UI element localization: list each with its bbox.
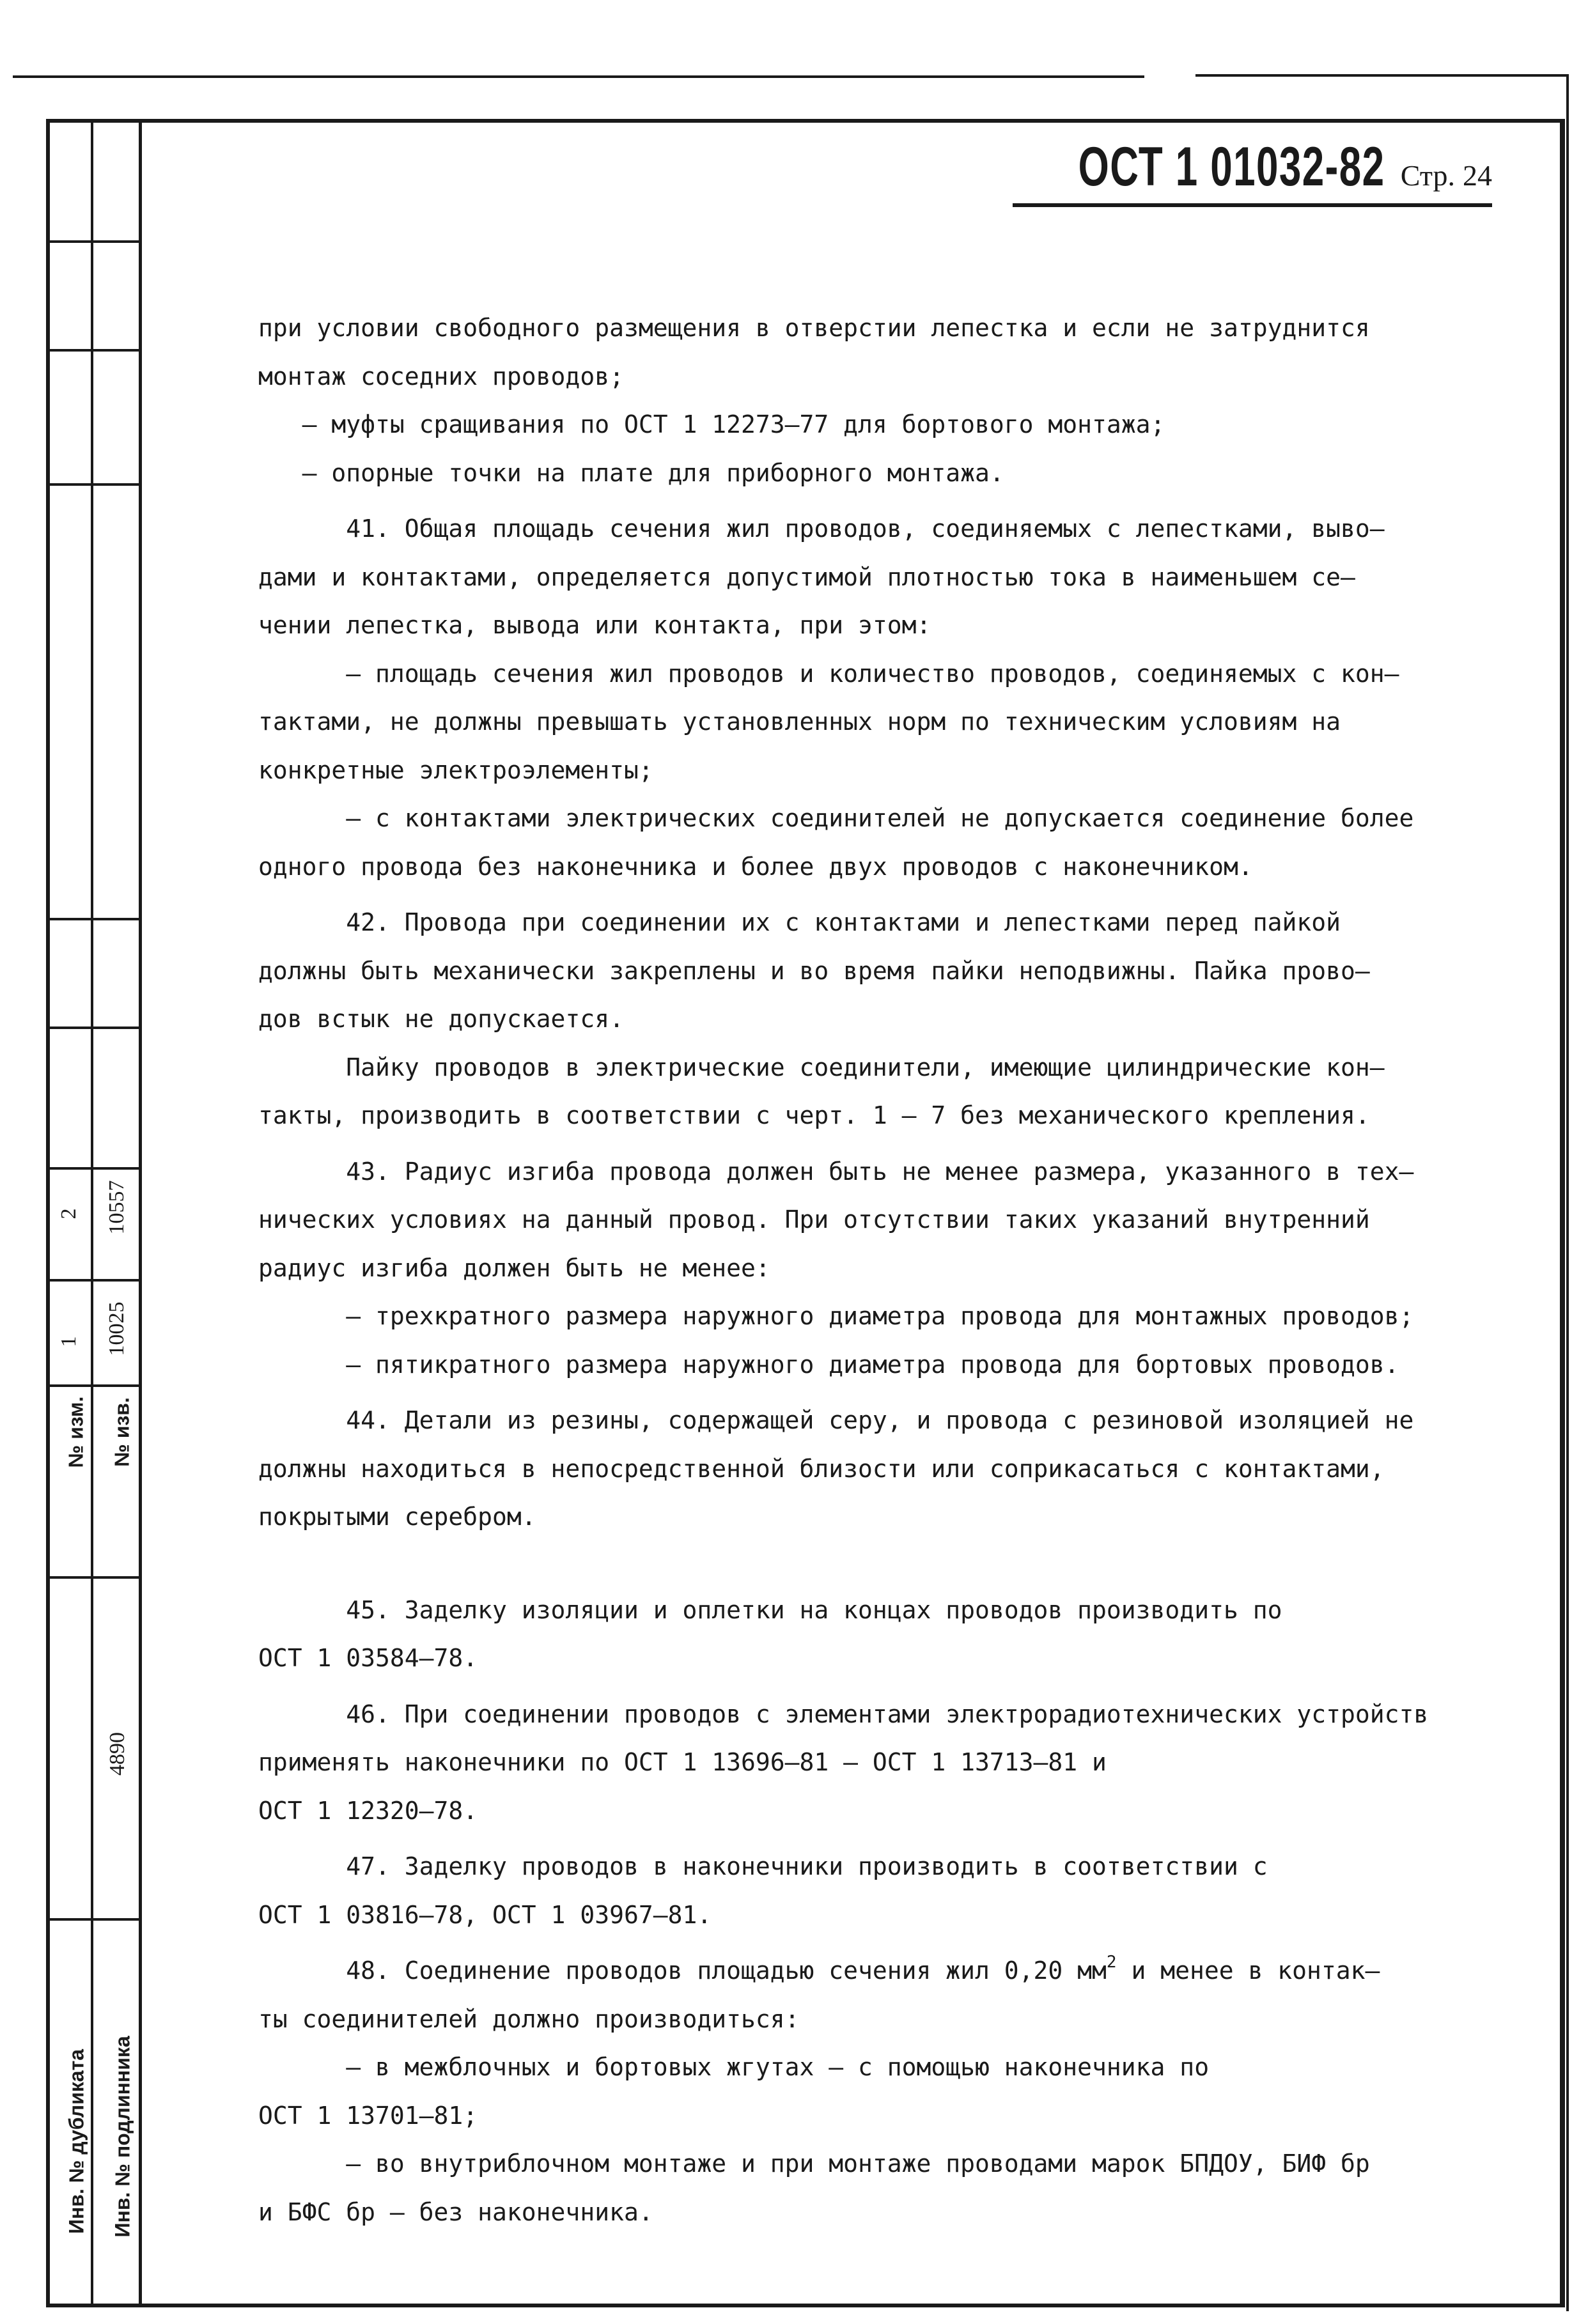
document-body (258, 304, 1447, 2236)
stamp-line (46, 349, 139, 352)
izv-value-1: 10025 (105, 1301, 128, 1356)
page-header (959, 136, 1492, 199)
stamp-divider (91, 119, 93, 2307)
text-line: ОСТ 1 03584–78. (258, 1644, 478, 1672)
inv-dublikata-label: Инв. № дубликата (65, 2049, 88, 2235)
text-line: 45. Заделку изоляции и оплетки на концах проводов производить по (258, 1595, 1282, 1624)
stamp-line (46, 240, 139, 243)
text-line: 46. При соединении проводов с элементами электрорадиотехнических устройств (258, 1700, 1429, 1728)
stamp-line (46, 1026, 139, 1029)
text-line-48-tail: и менее в контак– (1116, 1956, 1380, 1985)
text-line: – во внутриблочном монтаже и при монтаже проводами марок БПДОУ, БИФ бр (258, 2150, 1370, 2178)
text-line: – опорные точки на плате для приборного монтажа. (258, 458, 1004, 487)
text-line: 42. Провода при соединении их с контактами и лепестками перед пайкой (258, 908, 1341, 936)
superscript-2: 2 (1106, 1953, 1117, 1972)
text-line: монтаж соседних проводов; (258, 362, 624, 391)
text-line: 41. Общая площадь сечения жил проводов, соединяемых с лепестками, выво– (258, 515, 1385, 543)
inv-podlinnika-value: 4890 (105, 1732, 129, 1776)
text-line: тактами, не должны превышать установленных норм по техническим условиям на (258, 708, 1341, 736)
stamp-line (46, 483, 139, 486)
text-line: – муфты сращивания по ОСТ 1 12273–77 для бортового монтажа; (258, 410, 1165, 438)
text-line: одного провода без наконечника и более двух проводов с наконечником. (258, 852, 1253, 881)
text-line: – площадь сечения жил проводов и количество проводов, соединяемых с кон– (258, 659, 1399, 688)
izv-value-2: 10557 (105, 1180, 128, 1235)
text-line: нических условиях на данный провод. При отсутствии таких указаний внутренний (258, 1205, 1370, 1234)
text-line: 43. Радиус изгиба провода должен быть не менее размера, указанного в тех– (258, 1157, 1414, 1186)
text-line-48-head: 48. Соединение проводов площадью сечения жил 0,20 мм (258, 1956, 1107, 1985)
text-line: ОСТ 1 13701–81; (258, 2101, 478, 2130)
header-underline (1013, 203, 1492, 207)
text-line: – пятикратного размера наружного диаметра провода для бортовых проводов. (258, 1350, 1399, 1379)
text-line: применять наконечники по ОСТ 1 13696–81 – ОСТ 1 13713–81 и (258, 1748, 1107, 1776)
text-line: – в межблочных и бортовых жгутах – с помощью наконечника по (258, 2053, 1210, 2081)
text-line: конкретные электроэлементы; (258, 755, 653, 784)
stamp-line (46, 918, 139, 920)
text-line: чении лепестка, вывода или контакта, при этом: (258, 611, 931, 639)
text-line: должны находиться в непосредственной близости или соприкасаться с контактами, (258, 1454, 1385, 1483)
text-line: ты соединителей должно производиться: (258, 2004, 800, 2033)
right-edge-line (1566, 74, 1569, 2311)
text-line: и БФС бр – без наконечника. (258, 2197, 653, 2226)
text-line-48 (258, 1947, 1447, 1995)
text-line: ОСТ 1 03816–78, ОСТ 1 03967–81. (258, 1900, 712, 1929)
text-line: такты, производить в соответствии с черт. 1 – 7 без механического крепления. (258, 1101, 1370, 1129)
text-line: ОСТ 1 12320–78. (258, 1796, 478, 1825)
text-line: – трехкратного размера наружного диаметра провода для монтажных проводов; (258, 1302, 1414, 1330)
text-line: должны быть механически закреплены и во время пайки неподвижны. Пайка прово– (258, 956, 1370, 985)
text-line: дов встык не допускается. (258, 1005, 624, 1033)
page-label: Стр. (1400, 159, 1455, 192)
text-line: 44. Детали из резины, содержащей серу, и провода с резиновой изоляцией не (258, 1406, 1414, 1434)
izv-label: № изв. (110, 1397, 134, 1467)
text-line: радиус изгиба должен быть не менее: (258, 1253, 770, 1282)
top-edge-line (13, 75, 1144, 78)
text-line: при условии свободного размещения в отверстии лепестка и если не затруднится (258, 314, 1370, 342)
izm-label: № изм. (64, 1396, 88, 1468)
text-line: – с контактами электрических соединителей не допускается соединение более (258, 804, 1414, 832)
text-line: Пайку проводов в электрические соединители, имеющие цилиндрические кон– (258, 1053, 1385, 1081)
text-line: 47. Заделку проводов в наконечники производить в соответствии с (258, 1852, 1268, 1880)
text-line: дами и контактами, определяется допустимой плотностью тока в наименьшем се– (258, 562, 1355, 591)
izm-value-1: 1 (57, 1336, 81, 1347)
top-edge-line-right (1195, 74, 1566, 77)
stamp-line (46, 1576, 139, 1579)
inv-podlinnika-label: Инв. № подлинника (111, 2036, 134, 2238)
stamp-line (46, 1918, 139, 1921)
page-number: 24 (1463, 159, 1492, 192)
izm-value-2: 2 (57, 1208, 81, 1220)
doc-code: ОСТ 1 01032-82 (1078, 136, 1385, 198)
text-line: покрытыми серебром. (258, 1503, 536, 1531)
